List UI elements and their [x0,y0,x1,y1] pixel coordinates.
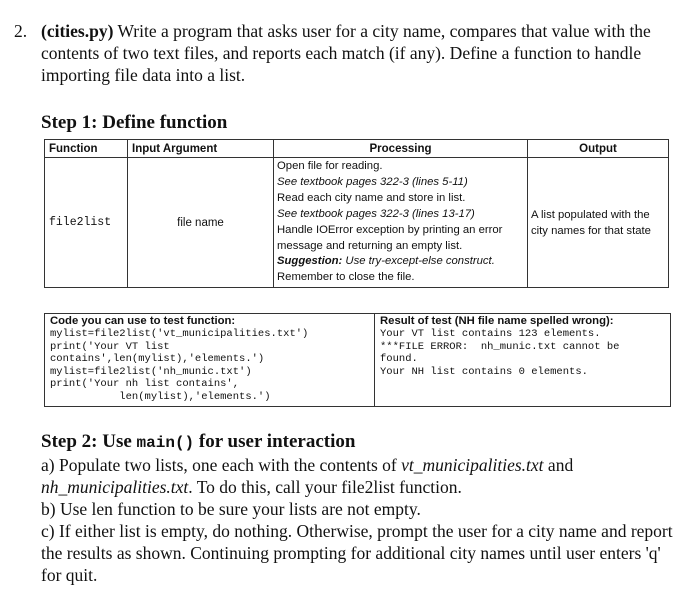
item-a-suffix: . To do this, call your file2list function. [188,477,462,497]
processing-line: Read each city name and store in list. [277,191,466,204]
function-spec-table [44,139,669,288]
processing-line: Handle IOError exception by printing an error [277,223,503,236]
table-row [45,158,669,288]
item-a-prefix: a) Populate two lists, one each with the contents of [41,455,402,475]
processing-line: See textbook pages 322-3 (lines 5-11) [277,175,468,188]
step2-heading-suffix: for user interaction [194,431,356,452]
suggestion-text: Use try-except-else construct. [342,255,495,268]
test-code-heading: Code you can use to test function: [50,315,236,327]
step1-heading: Step 1: Define function [41,112,228,133]
processing-line: message and returning an empty list. [277,239,463,252]
test-code-block: mylist=file2list('vt_municipalities.txt') print('Your VT list contains',len(mylist),'elements.') mylist=file2list('nh_munic.txt') print('Your nh list contains', len(mylist),'elements.') [50,328,309,403]
output-cell [528,158,669,288]
step2-item-c: c) If either list is empty, do nothing. Otherwise, prompt the user for a city name and report the results as shown. Continuing prompting for additional city names until user enters 'q' for quit. [41,521,673,585]
processing-line: Open file for reading. [277,160,383,172]
header-processing: Processing [274,140,528,158]
step2-item-a [41,454,681,498]
header-function: Function [45,140,128,158]
output-line: city names for that state [531,224,651,237]
problem-statement [14,20,684,86]
processing-line: Remember to close the file. [277,271,415,284]
processing-line [277,254,524,270]
item-a-mid: and [543,455,574,475]
processing-line: See textbook pages 322-3 (lines 13-17) [277,207,475,220]
step2-heading [41,431,355,453]
header-input-argument: Input Argument [128,140,274,158]
test-result-block: Your VT list contains 123 elements. ***FILE ERROR: nh_munic.txt cannot be found. Your NH list contains 0 elements. [380,328,620,378]
header-output: Output [528,140,669,158]
vt-filename: vt_municipalities.txt [401,455,544,475]
problem-body [41,20,684,86]
table-header-row [45,140,669,158]
step2-heading-prefix: Step 2: Use [41,431,137,452]
problem-number: 2. [14,21,28,41]
step2-instructions [41,454,681,586]
output-line: A list populated with the [531,208,650,221]
suggestion-label: Suggestion: [277,255,343,268]
test-result-cell [375,314,671,407]
nh-filename: nh_municipalities.txt [41,477,189,497]
input-argument-cell: file name [128,158,274,288]
test-code-table [44,313,671,407]
function-name-cell: file2list [45,158,128,288]
table-row [45,314,671,407]
processing-cell [274,158,528,288]
step2-heading-code: main() [136,434,195,452]
step2-item-b: b) Use len function to be sure your lists are not empty. [41,499,421,519]
problem-filename: (cities.py) [41,21,114,41]
test-result-heading: Result of test (NH file name spelled wrong): [380,315,614,327]
problem-text: Write a program that asks user for a city name, compares that value with the contents of two text files, and reports each match (if any). Define a function to handle importing file data into a list. [41,21,651,85]
test-code-cell [45,314,375,407]
